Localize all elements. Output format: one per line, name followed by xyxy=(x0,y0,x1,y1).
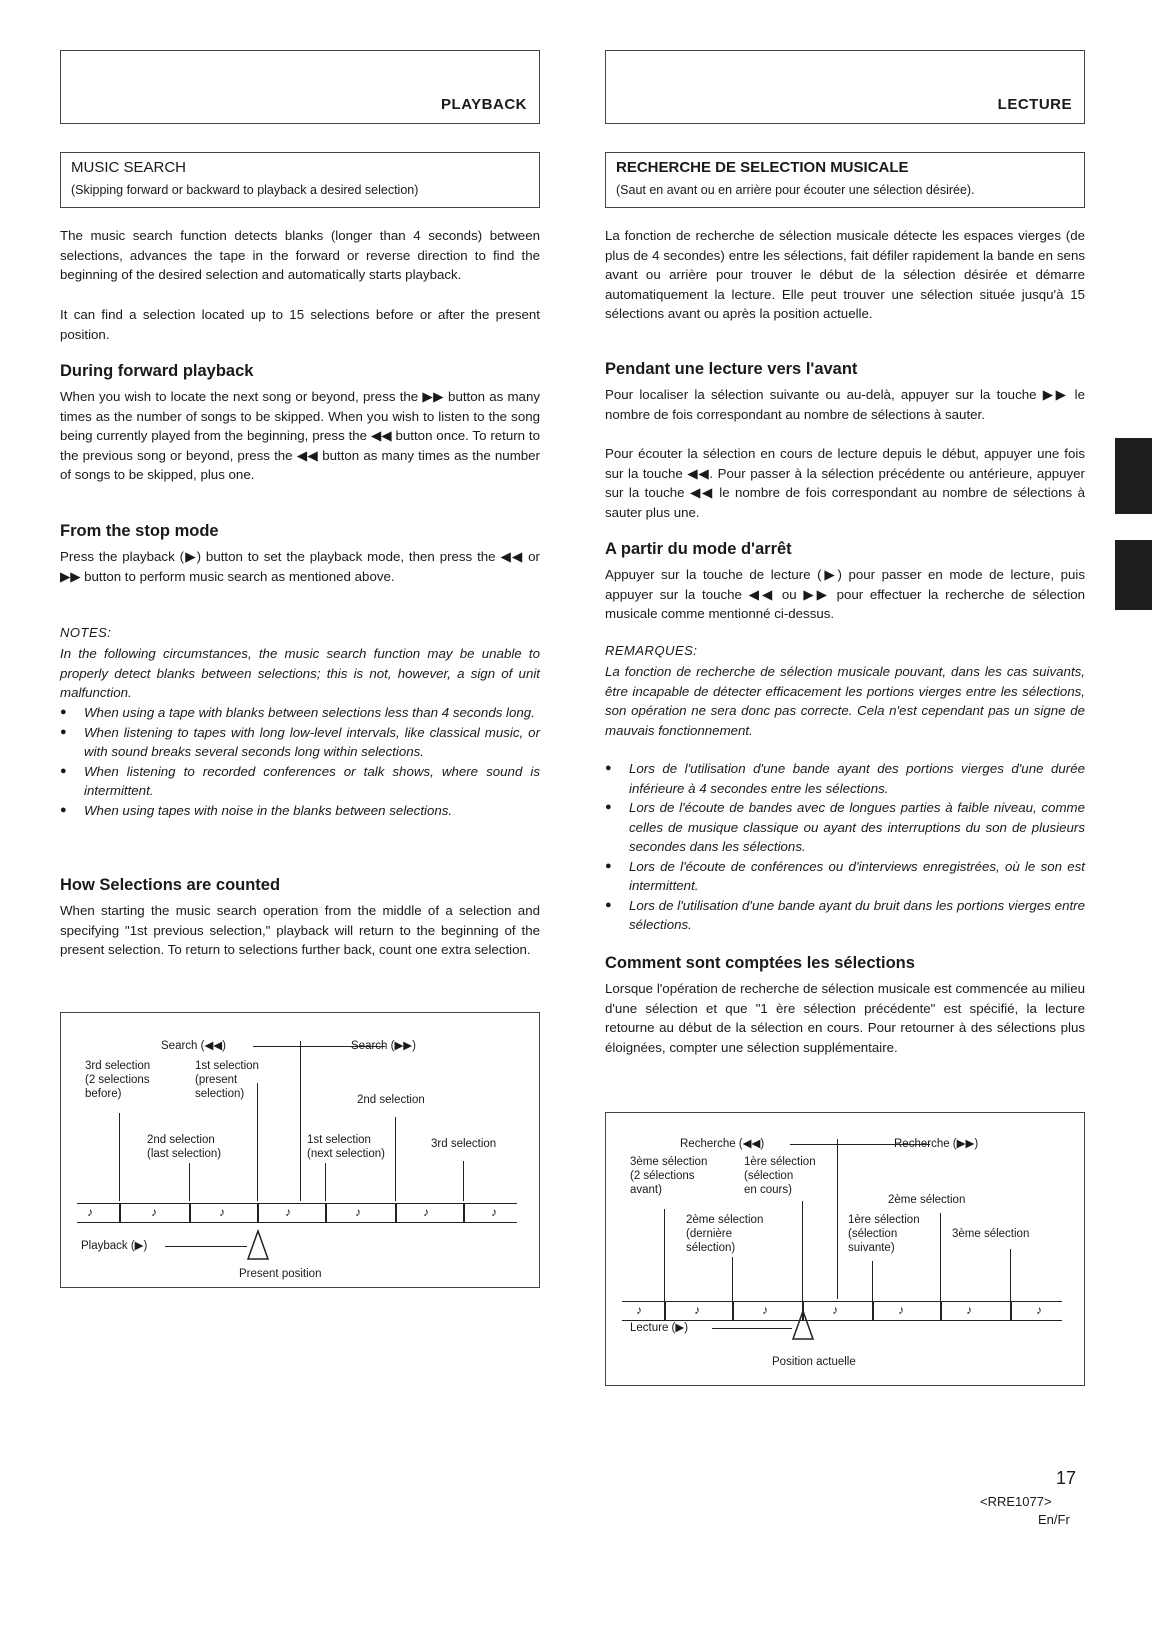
tape-strip: ♪ ♪ ♪ ♪ ♪ ♪ ♪ xyxy=(77,1203,517,1223)
section-title: RECHERCHE DE SELECTION MUSICALE xyxy=(616,159,909,176)
note-item: ● When using a tape with blanks between selections less than 4 seconds long. xyxy=(60,703,540,723)
intro-paragraph: The music search function detects blanks (longer than 4 seconds) between selections, advances the tape in the forward or reverse direction to find the beginning of the desired selection and automatically starts playback. xyxy=(60,228,540,282)
page-number: 17 xyxy=(1056,1468,1077,1488)
stop-mode-paragraph: Press the playback (▶) button to set the playback mode, then press the ◀◀ or ▶▶ button to perform music search as mentioned above. xyxy=(60,549,540,584)
heading-stop-mode: From the stop mode xyxy=(60,522,219,540)
label-2nd-last: 2ème sélection (dernière sélection) xyxy=(686,1214,764,1254)
section-subtitle: (Saut en avant ou en arrière pour écouter une sélection désirée). xyxy=(616,183,975,197)
present-position-marker xyxy=(790,1309,816,1341)
intro-paragraph-2: It can find a selection located up to 15 selections before or after the present position. xyxy=(60,307,540,342)
selection-count-diagram xyxy=(605,1112,1085,1386)
note-item: ● Lors de l'utilisation d'une bande ayant du bruit dans les portions vierges entre sélections. xyxy=(605,896,1085,935)
label-2nd-next: 2nd selection xyxy=(357,1094,425,1106)
label-1st-next: 1ère sélection (sélection suivante) xyxy=(848,1214,920,1254)
label-1st-present: 1ère sélection (sélection en cours) xyxy=(744,1156,816,1196)
section-title: MUSIC SEARCH xyxy=(71,159,187,176)
chapter-title: LECTURE xyxy=(997,96,1072,113)
label-3rd: 3ème sélection xyxy=(952,1228,1030,1240)
how-counted-paragraph: When starting the music search operation from the middle of a selection and specifying "1st previous selection," playback will return to the beginning of the present selection. To return to selections further back, count one extra selection. xyxy=(60,903,540,957)
note-item: ● When listening to recorded conferences or talk shows, where sound is intermittent. xyxy=(60,762,540,801)
label-2nd-last: 2nd selection (last selection) xyxy=(147,1134,222,1160)
document-code: <RRE1077> xyxy=(980,1494,1052,1509)
notes-intro: La fonction de recherche de sélection musicale pouvant, dans les cas suivants, être incapable de détecter efficacement les portions vierges entre les sélections, son opération ne sera donc pas correcte. Cela n'est cependant pas un signe de mauvais fonctionnement. xyxy=(605,664,1085,738)
note-item: ● Lors de l'utilisation d'une bande ayant des portions vierges d'une durée inférieure à 4 secondes entre les sélections. xyxy=(605,759,1085,798)
language-code: En/Fr xyxy=(1038,1512,1070,1527)
label-3rd-before: 3rd selection (2 selections before) xyxy=(85,1060,151,1100)
notes-intro: In the following circumstances, the music search function may be unable to properly detect blanks between selections; this is not, however, a sign of unit malfunction. xyxy=(60,646,540,700)
note-item: ● When listening to tapes with long low-level intervals, like classical music, or with sound breaks several seconds long within selections. xyxy=(60,723,540,762)
side-tab-french xyxy=(1115,540,1152,610)
heading-how-counted: Comment sont comptées les sélections xyxy=(605,954,915,972)
forward-playback-paragraph: When you wish to locate the next song or beyond, press the ▶▶ button as many times as the number of songs to be skipped. When you wish to listen to the song being currently played from the beginning, press the ◀◀ button once. To return to the previous song or beyond, press the ◀◀ button as many times as the number of songs to be skipped, plus one. xyxy=(60,389,540,482)
section-subtitle: (Skipping forward or backward to playback a desired selection) xyxy=(71,183,419,197)
chapter-header-box xyxy=(60,50,540,124)
search-back-label: Recherche (◀◀) xyxy=(680,1138,765,1150)
how-counted-paragraph: Lorsque l'opération de recherche de sélection musicale est commencée au milieu d'une sélection et que "1 ère sélection précédente" est spécifié, la lecture retourne au début de la sélection en cours. Pour retourner à des sélections plus éloignées, compter une sélection supplémentaire. xyxy=(605,981,1085,1055)
heading-forward-playback: Pendant une lecture vers l'avant xyxy=(605,360,858,378)
notes-list xyxy=(60,703,540,820)
label-1st-present: 1st selection (present selection) xyxy=(195,1060,259,1100)
intro-paragraph: La fonction de recherche de sélection musicale détecte les espaces vierges (de plus de 4 secondes) entre les sélections, fait défiler rapidement la bande en sens avant ou arrière pour trouver le début de la sélection désirée et démarre automatiquement la lecture. Elle peut trouver une sélection située jusqu'à 15 sélections avant ou après la position actuelle. xyxy=(605,228,1085,321)
search-fwd-label: Recherche (▶▶) xyxy=(894,1138,979,1150)
search-back-label: Search (◀◀) xyxy=(161,1040,226,1052)
chapter-header-box xyxy=(605,50,1085,124)
tape-strip: ♪ ♪ ♪ ♪ ♪ ♪ ♪ xyxy=(622,1301,1062,1321)
present-position-label: Present position xyxy=(239,1268,322,1280)
note-item: ● Lors de l'écoute de bandes avec de longues parties à faible niveau, comme celles de musique classique ou ayant des interruptions du son de plusieurs secondes dans les sélections. xyxy=(605,798,1085,857)
present-position-marker xyxy=(245,1229,271,1261)
label-3rd: 3rd selection xyxy=(431,1138,497,1150)
label-2nd-next: 2ème sélection xyxy=(888,1194,966,1206)
forward-playback-paragraph-2: Pour écouter la sélection en cours de lecture depuis le début, appuyer une fois sur la touche ◀◀. Pour passer à la sélection précédente ou antérieure, appuyer sur la touche ◀◀ le nombre de fois correspondant au nombre de sélections à sauter plus une. xyxy=(605,446,1085,520)
label-3rd-before: 3ème sélection (2 sélections avant) xyxy=(630,1156,708,1196)
stop-mode-paragraph: Appuyer sur la touche de lecture (▶) pour passer en mode de lecture, puis appuyer sur la touche ◀◀ ou ▶▶ pour effectuer la recherche de sélection musicale comme mentionné ci-dessus. xyxy=(605,567,1085,621)
notes-heading: NOTES: xyxy=(60,625,112,640)
search-fwd-label: Search (▶▶) xyxy=(351,1040,416,1052)
notes-heading: REMARQUES: xyxy=(605,643,698,658)
heading-forward-playback: During forward playback xyxy=(60,362,254,380)
heading-stop-mode: A partir du mode d'arrêt xyxy=(605,540,792,558)
playback-label: Playback (▶) xyxy=(81,1240,148,1252)
note-item: ● When using tapes with noise in the blanks between selections. xyxy=(60,801,540,821)
side-tab-english xyxy=(1115,438,1152,514)
chapter-title: PLAYBACK xyxy=(441,96,527,113)
present-position-label: Position actuelle xyxy=(772,1356,856,1368)
section-box xyxy=(60,152,540,208)
heading-how-counted: How Selections are counted xyxy=(60,876,281,894)
selection-count-diagram xyxy=(60,1012,540,1288)
label-1st-next: 1st selection (next selection) xyxy=(307,1134,385,1160)
playback-label: Lecture (▶) xyxy=(630,1322,689,1334)
note-item: ● Lors de l'écoute de conférences ou d'interviews enregistrées, où le son est intermittent. xyxy=(605,857,1085,896)
section-box xyxy=(605,152,1085,208)
forward-playback-paragraph: Pour localiser la sélection suivante ou au-delà, appuyer sur la touche ▶▶ le nombre de fois correspondant au nombre de sélections à sauter. xyxy=(605,387,1085,422)
notes-list xyxy=(605,759,1085,935)
